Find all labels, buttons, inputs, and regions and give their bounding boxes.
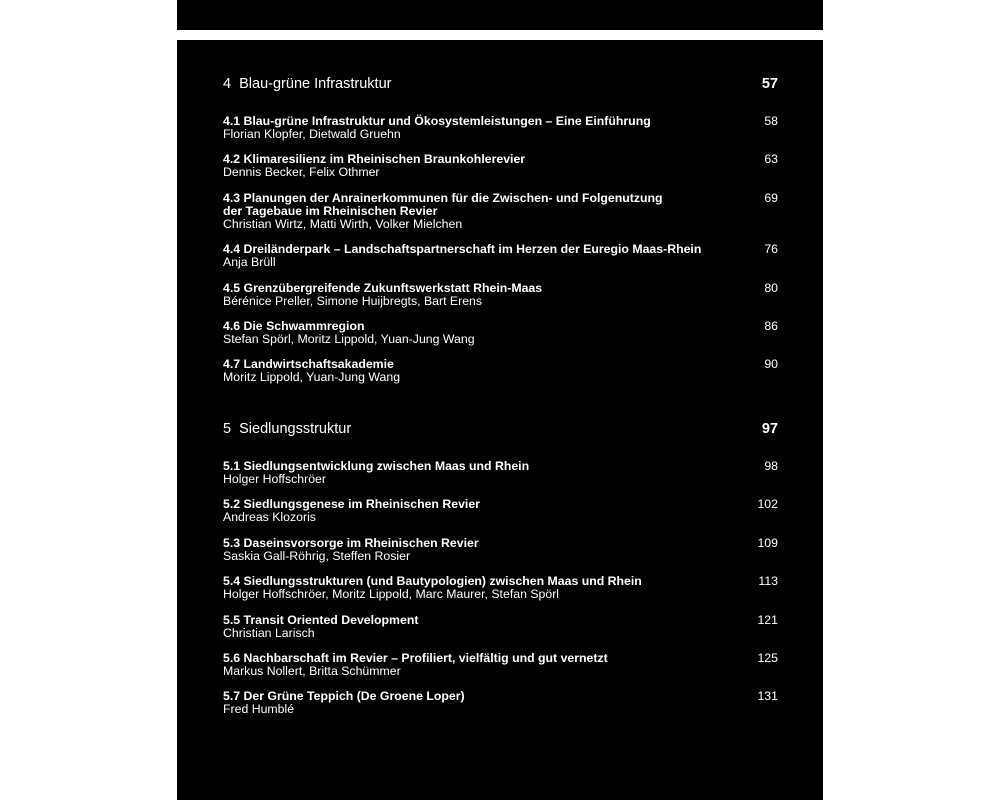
entry-title: 5.4 Siedlungsstrukturen (und Bautypologien) zwischen Maas und Rhein — [223, 574, 642, 589]
entry-title: 5.3 Daseinsvorsorge im Rheinischen Revier — [223, 535, 479, 550]
entry-page-number: 131 — [757, 689, 778, 704]
chapter-page-number: 97 — [761, 421, 778, 437]
entry-authors: Florian Klopfer, Dietwald Gruehn — [223, 127, 401, 141]
toc-entry[interactable] — [223, 358, 778, 384]
entry-authors: Andreas Klozoris — [223, 510, 316, 525]
entry-page-number: 98 — [764, 459, 778, 473]
chapter-4 — [223, 76, 778, 397]
entry-authors: Markus Nollert, Britta Schümmer — [223, 663, 401, 678]
entry-authors: Holger Hoffschröer, Moritz Lippold, Marc Maurer, Stefan Spörl — [223, 587, 560, 602]
toc-entry[interactable] — [223, 115, 778, 141]
toc-entry[interactable] — [223, 690, 778, 716]
entry-page-number: 90 — [764, 357, 778, 372]
toc-entry[interactable] — [223, 320, 778, 346]
toc-entry[interactable] — [223, 498, 778, 524]
chapter-number: 5 — [223, 421, 232, 437]
entry-title: 5.5 Transit Oriented Development — [223, 612, 419, 627]
entry-title: 4.4 Dreiländerpark – Landschaftspartnerschaft im Herzen der Euregio Maas-Rhein — [223, 242, 702, 257]
entry-page-number: 80 — [764, 280, 778, 295]
chapter-title-text: Siedlungsstruktur — [239, 421, 352, 437]
toc-entry[interactable] — [223, 192, 778, 231]
entry-title: 4.3 Planungen der Anrainerkommunen für die Zwischen- und Folgenutzung der Tagebaue im Rheinischen Revier — [223, 190, 663, 218]
entry-page-number: 63 — [764, 152, 778, 167]
toc-entry[interactable] — [223, 652, 778, 678]
chapter-heading — [223, 76, 778, 96]
entry-page-number: 102 — [757, 497, 778, 512]
entry-title: 4.7 Landwirtschaftsakademie — [223, 357, 394, 372]
entry-title: 5.2 Siedlungsgenese im Rheinischen Revier — [223, 497, 480, 512]
top-page-strip — [177, 0, 823, 30]
entry-title: 5.6 Nachbarschaft im Revier – Profiliert, vielfältig und gut vernetzt — [223, 650, 608, 665]
entry-title: 4.6 Die Schwammregion — [223, 318, 365, 333]
toc-entry[interactable] — [223, 282, 778, 308]
entry-authors: Bérénice Preller, Simone Huijbregts, Bart Erens — [223, 293, 483, 308]
entry-authors: Christian Wirtz, Matti Wirth, Volker Mielchen — [223, 216, 463, 231]
toc-entry[interactable] — [223, 460, 778, 486]
entry-title: 4.5 Grenzübergreifende Zukunftswerkstatt Rhein-Maas — [223, 280, 543, 295]
chapter-entries — [223, 115, 778, 384]
entry-page-number: 113 — [758, 574, 778, 589]
chapter-title — [223, 421, 351, 437]
entry-title: 4.2 Klimaresilienz im Rheinischen Braunkohlerevier — [223, 152, 526, 167]
toc-entry[interactable] — [223, 153, 778, 179]
toc-entry[interactable] — [223, 537, 778, 563]
entry-page-number: 109 — [757, 535, 778, 550]
entry-page-number: 121 — [757, 612, 778, 627]
chapter-entries — [223, 460, 778, 716]
chapter-title-text: Blau-grüne Infrastruktur — [239, 76, 392, 92]
entry-authors: Stefan Spörl, Moritz Lippold, Yuan-Jung Wang — [223, 331, 475, 346]
chapter-number: 4 — [223, 76, 232, 92]
entry-page-number: 86 — [764, 318, 778, 333]
entry-authors: Christian Larisch — [223, 625, 315, 640]
entry-page-number: 58 — [764, 114, 778, 128]
chapter-page-number: 57 — [761, 76, 778, 92]
toc-entry[interactable] — [223, 614, 778, 640]
entry-title: 5.7 Der Grüne Teppich (De Groene Loper) — [223, 689, 465, 704]
toc-page — [177, 40, 823, 800]
entry-page-number: 76 — [764, 242, 778, 257]
entry-authors: Anja Brüll — [223, 255, 276, 270]
entry-authors: Moritz Lippold, Yuan-Jung Wang — [223, 370, 401, 385]
entry-page-number: 69 — [764, 190, 778, 205]
chapter-title — [223, 76, 391, 92]
entry-page-number: 125 — [757, 650, 778, 665]
toc-entry[interactable] — [223, 243, 778, 269]
chapter-5 — [223, 421, 778, 729]
chapter-heading — [223, 421, 778, 441]
entry-authors: Fred Humblé — [223, 702, 295, 717]
entry-title: 4.1 Blau-grüne Infrastruktur und Ökosystemleistungen – Eine Einführung — [223, 114, 651, 128]
entry-authors: Saskia Gall-Röhrig, Steffen Rosier — [223, 548, 411, 563]
entry-authors: Dennis Becker, Felix Othmer — [223, 165, 380, 180]
entry-title: 5.1 Siedlungsentwicklung zwischen Maas und Rhein — [223, 459, 530, 473]
toc-entry[interactable] — [223, 575, 778, 601]
entry-authors: Holger Hoffschröer — [223, 472, 326, 486]
